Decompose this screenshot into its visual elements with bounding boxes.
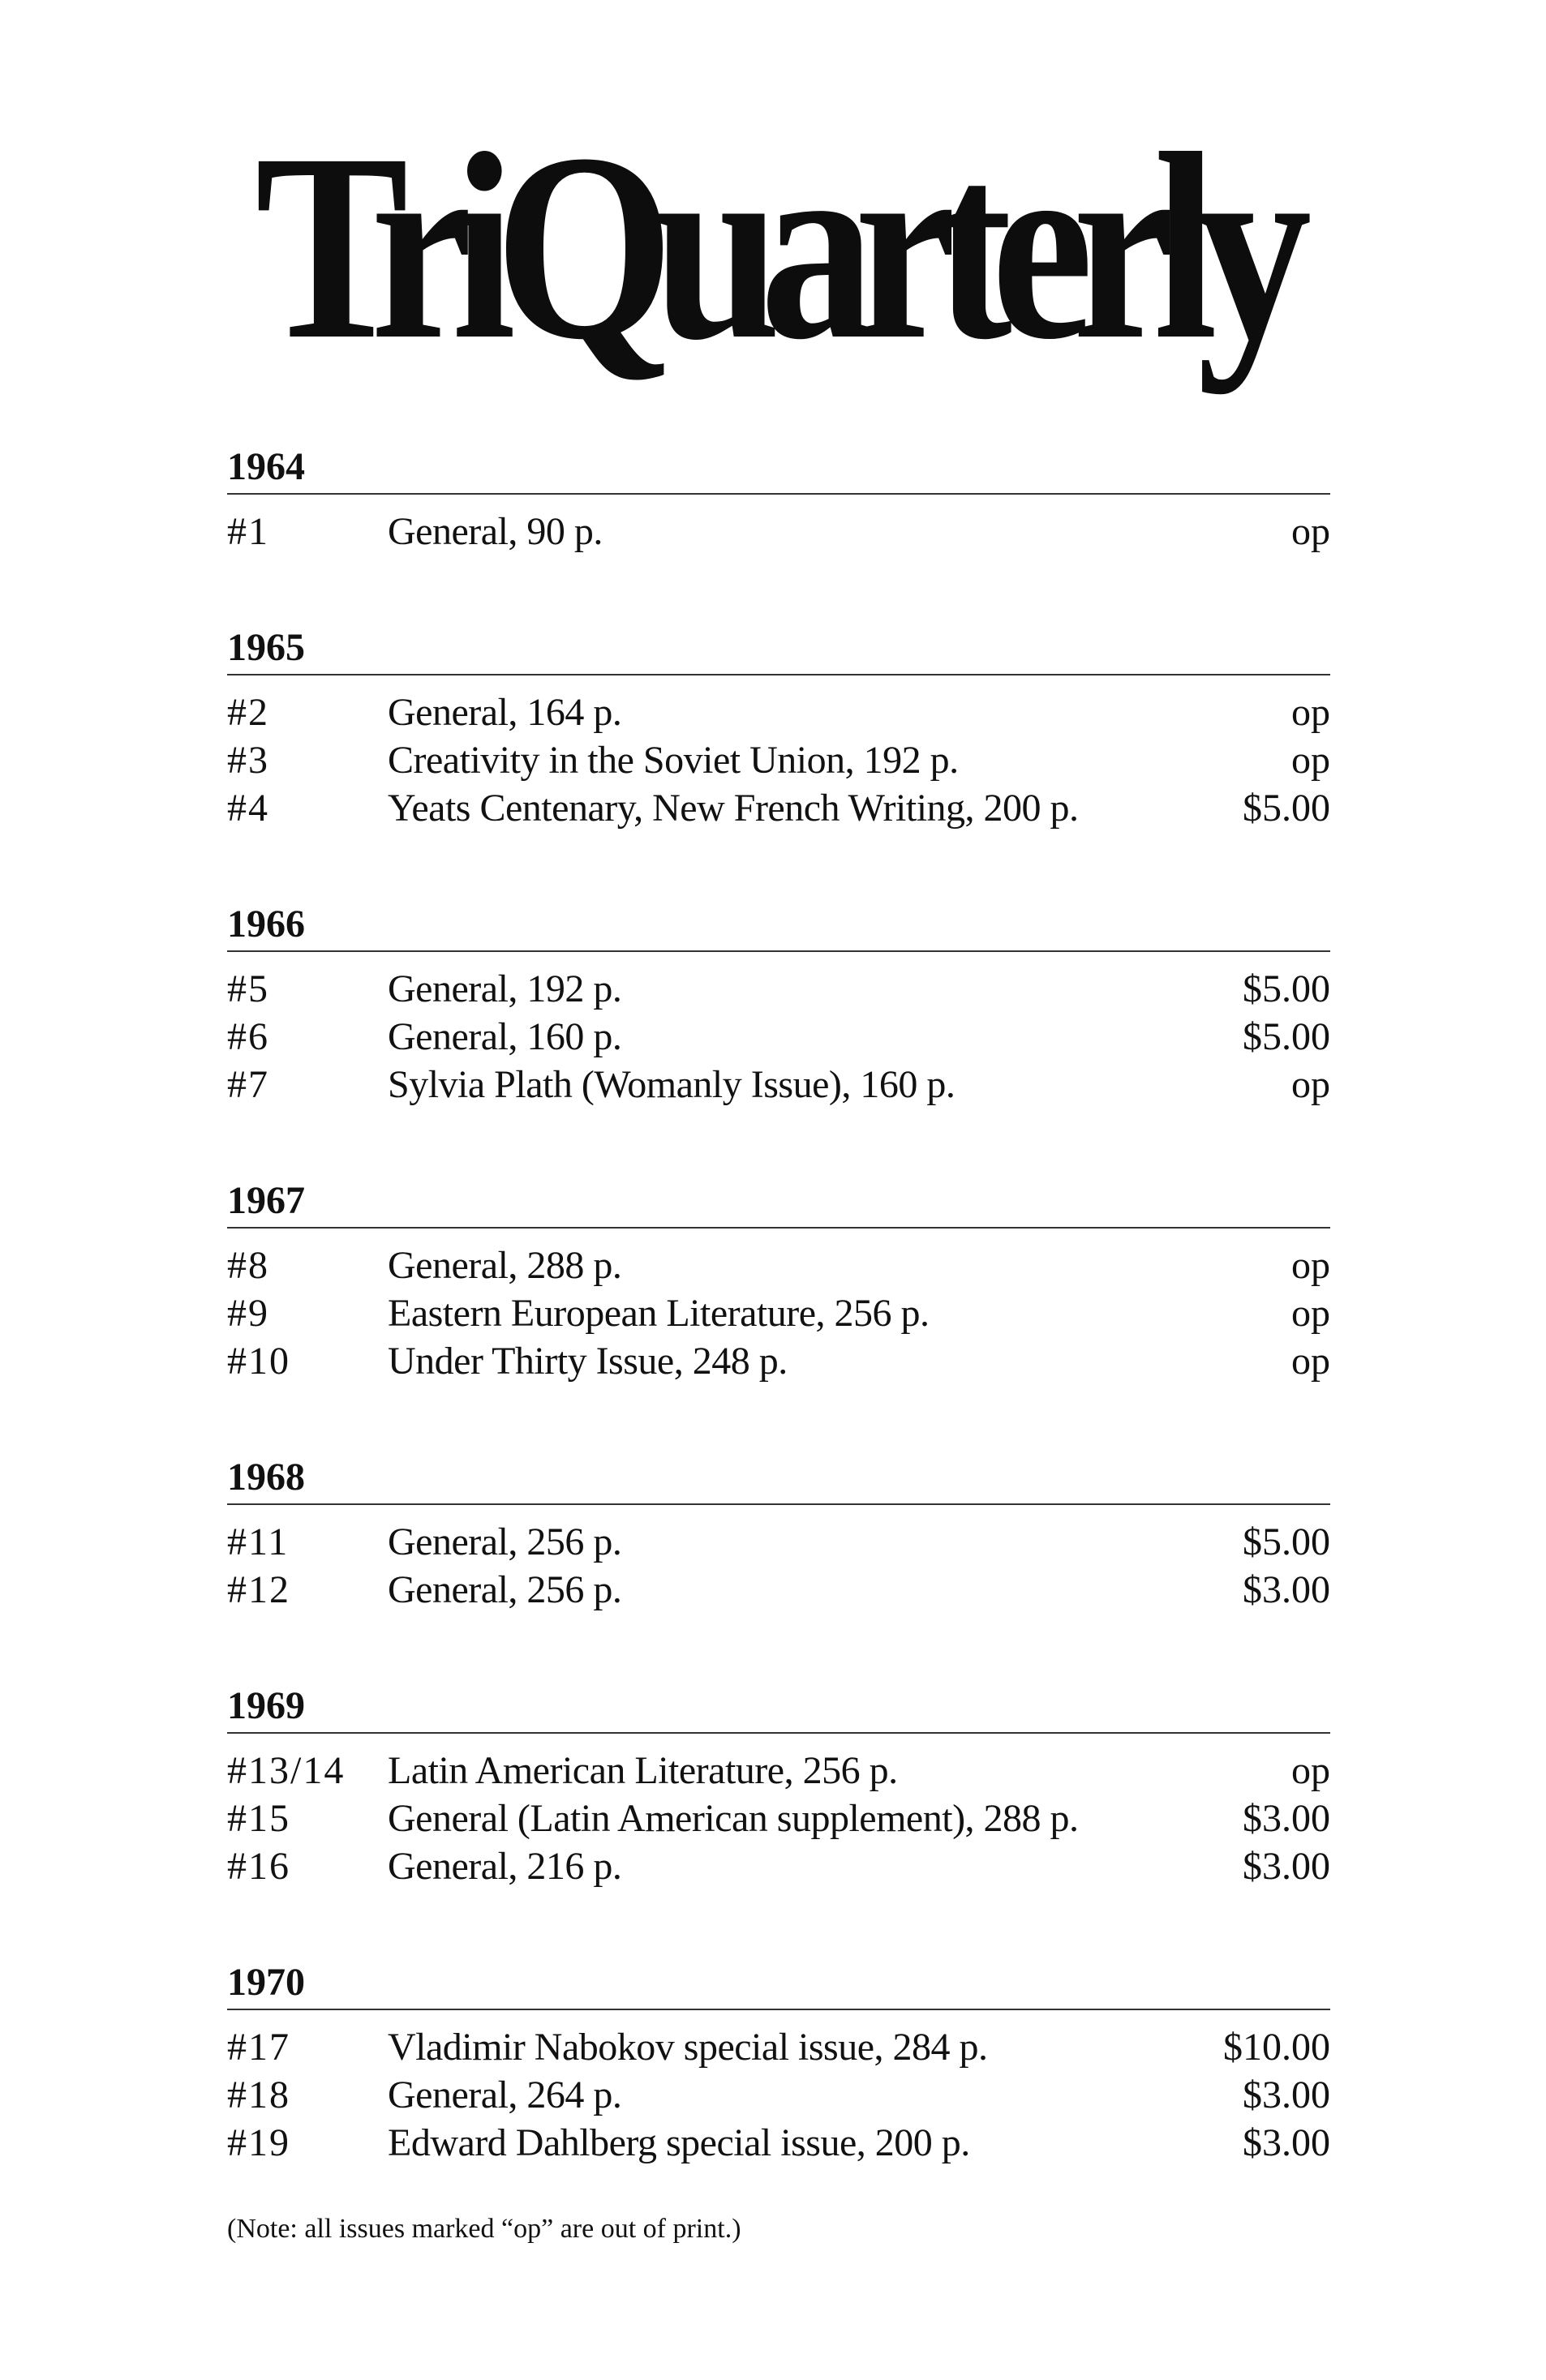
issue-row (227, 2023, 1330, 2071)
issue-list (227, 1518, 1330, 1614)
issue-title: Eastern European Literature, 256 p. (388, 1292, 930, 1335)
year-block-1970 (227, 1945, 1330, 2167)
year-header (227, 1440, 1330, 1497)
issue-number: #16 (227, 1845, 290, 1888)
issue-number: #9 (227, 1292, 269, 1335)
issue-list (227, 688, 1330, 832)
issue-title: Latin American Literature, 256 p. (388, 1749, 898, 1792)
issue-row (227, 508, 1330, 555)
issue-price: op (1291, 1244, 1330, 1287)
issue-row (227, 1842, 1330, 1890)
issue-number: #3 (227, 739, 269, 782)
masthead-title: TriQuarterly (255, 99, 1291, 395)
issue-row (227, 1013, 1330, 1061)
issue-list (227, 2023, 1330, 2167)
divider (227, 1732, 1330, 1734)
issue-row (227, 1337, 1330, 1385)
issue-price: $3.00 (1243, 2121, 1330, 2164)
year-label: 1964 (227, 445, 305, 488)
issue-number: #2 (227, 691, 269, 734)
issue-row (227, 736, 1330, 784)
issue-title: General, 288 p. (388, 1244, 622, 1287)
issue-title: General, 164 p. (388, 691, 622, 734)
year-header (227, 1164, 1330, 1220)
year-header (227, 1945, 1330, 2002)
issue-price: $5.00 (1243, 787, 1330, 830)
issue-row (227, 1241, 1330, 1289)
issue-price: op (1291, 510, 1330, 553)
year-block-1966 (227, 887, 1330, 1109)
year-label: 1970 (227, 1961, 305, 2004)
issue-number: #18 (227, 2073, 290, 2116)
issue-number: #19 (227, 2121, 290, 2164)
issue-title: Vladimir Nabokov special issue, 284 p. (388, 2026, 988, 2069)
issue-title: General (Latin American supplement), 288 p. (388, 1797, 1079, 1840)
issue-row (227, 1795, 1330, 1842)
issue-row (227, 1061, 1330, 1109)
divider (227, 493, 1330, 495)
divider (227, 674, 1330, 675)
year-block-1969 (227, 1669, 1330, 1890)
issue-row (227, 965, 1330, 1013)
issue-price: op (1291, 1749, 1330, 1792)
issue-price: op (1291, 1340, 1330, 1383)
divider (227, 2009, 1330, 2010)
issue-row (227, 1747, 1330, 1795)
issue-title: Under Thirty Issue, 248 p. (388, 1340, 788, 1383)
issue-number: #1 (227, 510, 269, 553)
year-label: 1969 (227, 1684, 305, 1727)
issue-title: General, 216 p. (388, 1845, 622, 1888)
year-label: 1967 (227, 1179, 305, 1222)
issue-title: General, 160 p. (388, 1015, 622, 1058)
year-header (227, 430, 1330, 487)
issue-list (227, 1747, 1330, 1890)
year-block-1965 (227, 611, 1330, 832)
issue-number: #7 (227, 1063, 269, 1106)
issue-price: $3.00 (1243, 1797, 1330, 1840)
issue-number: #8 (227, 1244, 269, 1287)
issue-number: #17 (227, 2026, 290, 2069)
issue-title: Edward Dahlberg special issue, 200 p. (388, 2121, 970, 2164)
issue-row (227, 688, 1330, 736)
issue-title: General, 264 p. (388, 2073, 622, 2116)
footnote: (Note: all issues marked “op” are out of print.) (227, 2214, 741, 2244)
issue-number: #12 (227, 1568, 290, 1611)
issue-list (227, 965, 1330, 1109)
issue-price: op (1291, 739, 1330, 782)
issue-price: $5.00 (1243, 1015, 1330, 1058)
issue-list (227, 1241, 1330, 1385)
issue-price: $5.00 (1243, 967, 1330, 1010)
issue-number: #15 (227, 1797, 290, 1840)
year-block-1967 (227, 1164, 1330, 1385)
issue-price: $5.00 (1243, 1520, 1330, 1563)
issue-row (227, 1566, 1330, 1614)
issue-title: Creativity in the Soviet Union, 192 p. (388, 739, 959, 782)
issue-number: #10 (227, 1340, 290, 1383)
issue-price: op (1291, 1063, 1330, 1106)
issue-title: General, 256 p. (388, 1568, 622, 1611)
year-header (227, 887, 1330, 944)
issue-row (227, 2119, 1330, 2167)
year-block-1964 (227, 430, 1330, 555)
issue-price: $3.00 (1243, 1845, 1330, 1888)
issue-title: General, 192 p. (388, 967, 622, 1010)
year-label: 1965 (227, 626, 305, 669)
year-block-1968 (227, 1440, 1330, 1614)
year-header (227, 611, 1330, 667)
issue-price: op (1291, 691, 1330, 734)
issue-number: #6 (227, 1015, 269, 1058)
issue-title: Yeats Centenary, New French Writing, 200 p. (388, 787, 1079, 830)
issue-price: $3.00 (1243, 2073, 1330, 2116)
year-label: 1966 (227, 903, 305, 946)
issue-number: #13/14 (227, 1749, 346, 1792)
divider (227, 1503, 1330, 1505)
divider (227, 950, 1330, 952)
issue-number: #4 (227, 787, 269, 830)
issue-number: #11 (227, 1520, 290, 1563)
issue-price: $10.00 (1223, 2026, 1330, 2069)
issue-number: #5 (227, 967, 269, 1010)
issue-price: op (1291, 1292, 1330, 1335)
issue-list (227, 508, 1330, 555)
issue-price: $3.00 (1243, 1568, 1330, 1611)
year-header (227, 1669, 1330, 1726)
issue-title: General, 256 p. (388, 1520, 622, 1563)
issue-row (227, 784, 1330, 832)
divider (227, 1227, 1330, 1229)
issue-catalog (227, 430, 1330, 2245)
issue-row (227, 2071, 1330, 2119)
issue-row (227, 1518, 1330, 1566)
year-label: 1968 (227, 1456, 305, 1499)
issue-title: General, 90 p. (388, 510, 603, 553)
issue-row (227, 1289, 1330, 1337)
issue-title: Sylvia Plath (Womanly Issue), 160 p. (388, 1063, 956, 1106)
